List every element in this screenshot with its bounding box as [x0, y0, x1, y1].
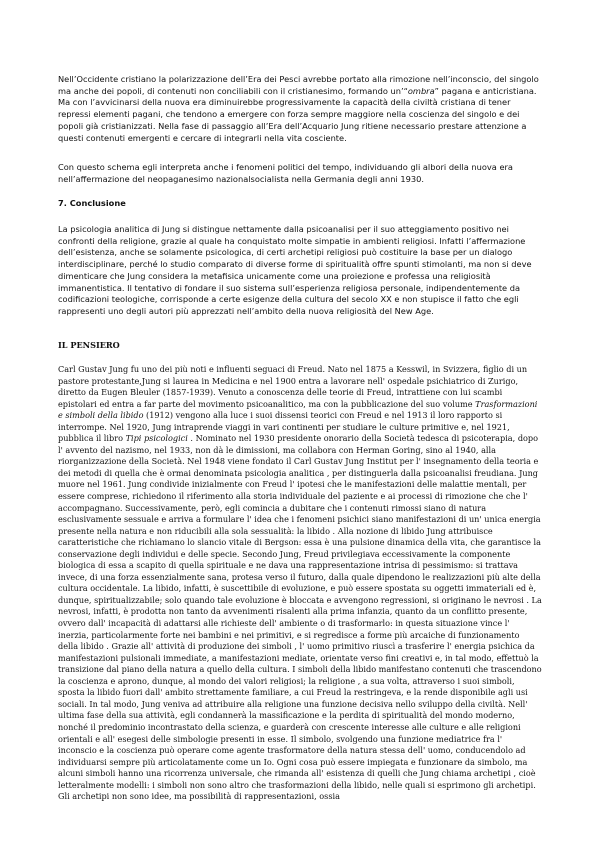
pensiero-text-a: Carl Gustav Jung fu uno dei più noti e influenti seguaci di Freud. Nato nel 1875 a Kesswil, in Svizzera, figlio di un pastore protestante,Jung si laurea in Medicina e nel 1900 entra a lavorare nell' ospedale psichiatrico di Zurigo, diretto da Eugen Bleuler (1857-1939). Venuto a conoscenza delle teorie di Freud, intrattiene con lui scambi epistolari ed entra a far parte del movimento psicoanalitico, ma con la pubblicazione del suo volume	[58, 364, 528, 409]
paragraph-schema-politico: Con questo schema egli interpreta anche i fenomeni politici del tempo, individuando gli albori della nuova era nell’affermazione del neopaganesimo nazionalsocialista nella Germania degli anni 1930.	[58, 162, 513, 184]
paragraph-conclusione: La psicologia analitica di Jung si distingue nettamente dalla psicoanalisi per il suo atteggiamento positivo nei confronti della religione, grazie al quale ha conquistato molte simpatie in ambienti religiosi. Infatti l’affermazione dell’esistenza, anche se solamente psicologica, di certi archetipi religiosi può costituire la base per un dialogo interdisciplinare, perché lo studio comparato di diverse forme di spiritualità offre spunti stimolanti, ma non si deve dimenticare che Jung considera la metafisica unicamente come una proiezione e professa una religiosità immanentistica. Il tentativo di fondare il suo sistema sull’esperienza religiosa personale, indipendentemente da codificazioni teologiche, corrisponde a certe esigenze della cultura del secolo XX e non stupisce il fatto che egli rappresenti uno degli autori più apprezzati nell’ambito della nuova religiosità del New Age.	[58, 224, 532, 316]
pensiero-text-c: (1912) vengono alla luce i suoi dissensi teorici con Freud e nel 1913 il loro rapporto si interrompe. Nel 1920, Jung intraprende viaggi in vari continenti per studiare le culture primitive e, nel 1921, pubblica il libro	[58, 410, 510, 444]
paragraph-il-pensiero	[58, 364, 542, 803]
book-title-tipi-psicologici: Tipi psicologici	[125, 433, 188, 444]
ombra-term: ombra	[407, 85, 435, 96]
paragraph-ombra	[58, 74, 540, 144]
pensiero-text-e: . Nominato nel 1930 presidente onorario della Società tedesca di psicoterapia, dopo l' avvento del nazismo, nel 1933, non dà le dimissioni, ma collabora con Herman Goring, sino al 1940, alla riorganizzazione della Società. Nel 1948 viene fondato il Carl Gustav Jung Institut per l' insegnamento della teoria e dei metodi di quella che è ormai denominata psicologia analitica , per distinguerla dalla psicoanalisi freudiana. Jung muore nel 1961. Jung condivide inizialmente con Freud l' ipotesi che le manifestazioni delle malattie mentali, per essere comprese, richiedono il riferimento alla storia individuale del paziente e ai processi di rimozione che che l' accompagnano. Successivamente, però, egli comincia a dubitare che i contenuti rimossi siano di natura esclusivamente sessuale e arriva a formulare l' idea che i fenomeni psichici siano manifestazioni di un' unica energia presente nella natura e non riducibili alla sola sessualità: la libido . Alla nozione di libido Jung attribuisce caratteristiche che richiamano lo slancio vitale di Bergson: essa è una pulsione dinamica della vita, che garantisce la conservazione degli individui e delle specie. Secondo Jung, Freud privilegiava eccessivamente la componente biologica di essa a scapito di quella spirituale e ne dava una rappresentazione intrisa di pessimismo: si trattava invece, di una forza essenzialmente sana, protesa verso il futuro, dalla quale dipendono le realizzazioni più alte della cultura occidentale. La libido, infatti, è suscettibile di evoluzione, e può essere spostata su oggetti immateriali ed è, dunque, spiritualizzabile; solo quando tale evoluzione è bloccata e avvengono regressioni, si originano le nevrosi . La nevrosi, infatti, è prodotta non tanto da avvenimenti risalenti alla prima infanzia, quanto da un conflitto presente, ovvero dall' incapacità di adattarsi alle richieste dell' ambiente o di trasformarlo: in questa situazione vince l' inerzia, particolarmente forte nei bambini e nei primitivi, e si regredisce a forme più arcaiche di funzionamento della libido . Grazie all' attività di produzione dei simboli , l' uomo primitivo riuscì a trasferire l' energia psichica da manifestazioni pulsionali immediate, a manifestazioni mediate, orientate verso fini creativi e, in tal modo, effettuò la transizione dal piano della natura a quello della cultura. I simboli della libido manifestano contenuti che trascendono la coscienza e aprono, dunque, al mondo dei valori religiosi; la religione , a sua volta, attraverso i suoi simboli, sposta la libido fuori dall' ambito strettamente familiare, a cui Freud la restringeva, e la rende disponibile agli usi sociali. In tal modo, Jung veniva ad attribuire alla religione una funzione decisiva nello sviluppo della civiltà. Nell' ultima fase della sua attività, egli condannerà la massificazione e la perdita di spiritualità del mondo moderno, nonché il predominio incontrastato della scienza, e guarderà con crescente interesse alle culture e alle religioni orientali e all' esegesi delle simbologie presenti in esse. Il simbolo, svolgendo una funzione mediatrice fra l' inconscio e la coscienza può operare come agente trasformatore della natura stessa dell' uomo, conducendolo ad individuarsi sempre più articolatamente come un Io. Ogni cosa può essere impiegata e funzionare da simbolo, ma alcuni simboli hanno una ricorrenza universale, che rimanda all' esistenza di quelli che Jung chiama archetipi , cioè letteralmente modelli: i simboli non sono altro che trasformazioni della libido, nelle quali si esprimono gli archetipi. Gli archetipi non sono idee, ma possibilità di rappresentazioni, ossia	[58, 433, 542, 802]
paragraph-ombra-text-1: Nell’Occidente cristiano la polarizzazione dell’Era dei Pesci avrebbe portato alla rimozione nell’inconscio, del singolo ma anche dei popoli, di contenuti non conciliabili con il cristianesimo, formando un’“	[58, 74, 539, 96]
book-title-trasformazioni: Trasformazioni e simboli della libido	[58, 398, 538, 421]
paragraph-ombra-text-2: ” pagana e anticristiana. Ma con l’avvicinarsi della nuova era diminuirebbe progressivamente la capacità della civiltà cristiana di tener repressi elementi pagani, che tendono a emergere con forza sempre maggiore nella coscienza del singolo e dei popoli già cristianizzati. Nella fase di passaggio all’Era dell’Acquario Jung ritiene necessario prestare attenzione a questi contenuti emergenti e cercare di integrarli nella vita cosciente.	[58, 85, 537, 143]
section-heading-il-pensiero: IL PENSIERO	[58, 340, 120, 350]
section-heading-conclusione: 7. Conclusione	[58, 198, 126, 208]
